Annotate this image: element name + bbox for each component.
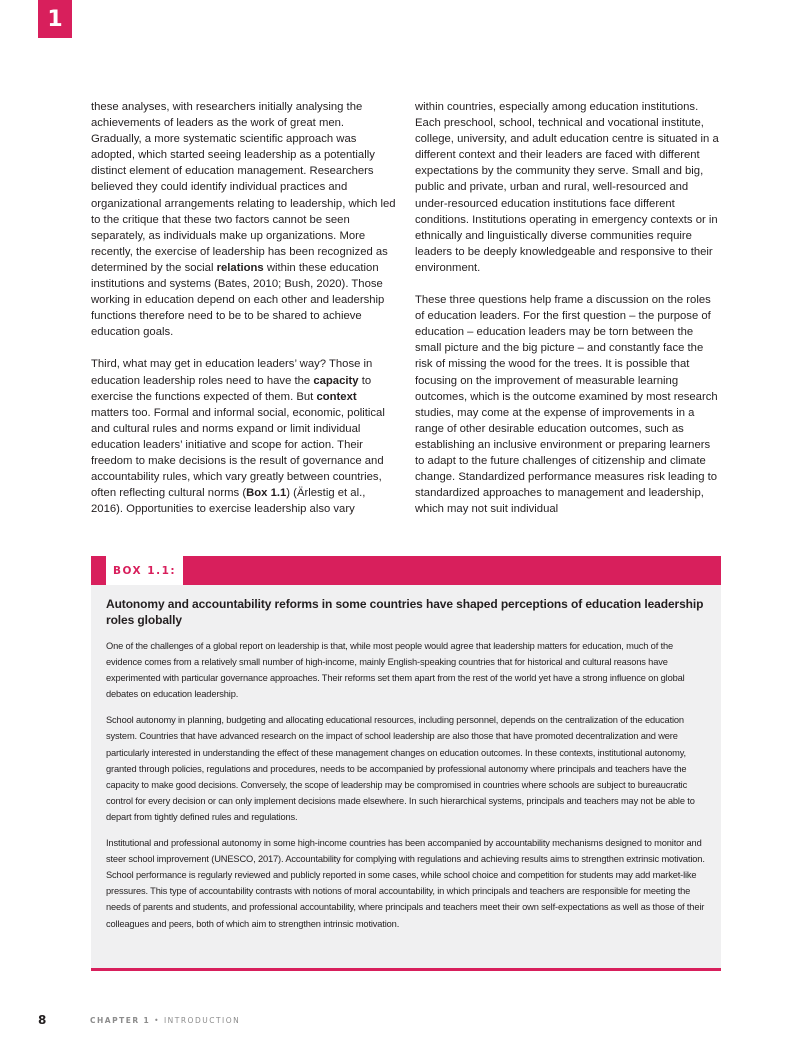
box-paragraph-2: School autonomy in planning, budgeting and allocating educational resources, including personnel, depends on the centralization of the education system. Countries that have advanced research on the impact of school leadership are also those that have promoted decentralization and were particularly interested in understanding the effect of these management changes on education outcomes. In these contexts, institutional autonomy, granted through policies, regulations and procedures, needs to be accompanied by professional autonomy where principals and teachers have the capacity to make good decisions. Conversely, the scope of leadership may be compromised in countries where schools are subject to bureaucratic control for every decision or can only implement decisions made elsewhere. In such hierarchical systems, principals and teachers may not be able to depart from tightly defined rules and regulations. [106, 715, 695, 822]
right-column [415, 99, 721, 533]
right-paragraph-2: These three questions help frame a discussion on the roles of education leaders. For the first question – the purpose of education – education leaders may be torn between the small picture and the big picture – and constantly face the risk of missing the wood for the trees. It is possible that focusing on the improvement of measurable learning outcomes, which is the outcome examined by most research studies, may come at the expense of improvements in a range of other desirable education outcomes, such as establishing an inclusive environment or preparing learners to adapt to the future challenges of citizenship and climate change. Standardized performance measures risk leading to standardized approaches to management and leadership, which may not suit individual [415, 294, 718, 516]
page-number: 8 [38, 1013, 47, 1027]
left-column [91, 99, 397, 533]
box-1-1 [91, 556, 721, 971]
box-content [106, 596, 708, 942]
footer-separator: • [154, 1015, 161, 1025]
text-run: Third, what may get in education leaders’ way? Those in education leadership roles need to have the [91, 358, 373, 387]
page-footer [38, 1013, 240, 1027]
box-paragraph-1: One of the challenges of a global report on leadership is that, while most people would agree that leadership matters for education, much of the evidence comes from a relatively small number of high-income, mainly English-speaking countries that for historical and cultural reasons have experimented with particular governance approaches. Their reforms set them apart from the rest of the world yet have a strong influence on global debates on education leadership. [106, 641, 685, 700]
box-paragraph-3: Institutional and professional autonomy in some high-income countries has been accompanied by accountability mechanisms designed to monitor and steer school improvement (UNESCO, 2017). Accountability for complying with regulations and achieving results aims to strengthen extrinsic motivation. School performance is regularly reviewed and publicly reported in some cases, while school choice and competition for students may add market-like pressures. This type of accountability contrasts with notions of moral accountability, in which principals and teachers are responsible for meeting the needs of parents and students, and professional accountability, where principals and teachers meet their own self-expectations as well as those of their colleagues and peers, both of which aim to strengthen intrinsic motivation. [106, 838, 705, 929]
footer-chapter-label: CHAPTER [90, 1015, 140, 1025]
text-run: these analyses, with researchers initially analysing the achievements of leaders as the work of great men. Gradually, a more systematic scientific approach was adopted, which started seeing leadership as a potentially distinct element of education management. Researchers believed they could identify individual practices and organizational arrangements relating to leadership, which led to the critique that these two factors cannot be seen separately, as individuals make up organizations. More recently, the exercise of leadership has been recognized as determined by the social [91, 101, 396, 274]
box-label: BOX 1.1: [106, 556, 183, 585]
box-title: Autonomy and accountability reforms in some countries have shaped perceptions of education leadership roles globally [106, 597, 704, 627]
running-footer [90, 1016, 240, 1025]
footer-chapter-number: 1 [143, 1015, 151, 1025]
chapter-number-tab: 1 [38, 0, 72, 38]
text-run: within these education institutions and systems (Bates, 2010; Bush, 2020). Those working in education depend on each other and leadership functions therefore need to be to be shared to achieve education goals. [91, 261, 385, 339]
text-run: matters too. Formal and informal social, economic, political and cultural rules and norms expand or limit individual education leaders’ initiative and scope for action. Their freedom to make decisions is the result of governance and accountability rules, which vary greatly between countries, often reflecting cultural norms ( [91, 406, 385, 500]
right-paragraph-1: within countries, especially among education institutions. Each preschool, school, technical and vocational institute, college, university, and adult education centre is situated in a different context and their leaders are faced with different expectations by the community they serve. Small and big, public and private, urban and rural, well-resourced and under-resourced education institutions face different conditions. Institutions operating in emergency contexts or in ethnically and linguistically diverse communities require leaders to be deeply knowledgeable and responsive to their environment. [415, 101, 719, 274]
text-run: to exercise the functions expected of them. But [91, 374, 372, 403]
left-paragraph-2 [91, 356, 397, 517]
box-header-bar [91, 556, 721, 585]
left-paragraph-1 [91, 99, 397, 340]
emphasis-capacity: capacity [313, 374, 359, 387]
box-reference-link[interactable]: Box 1.1 [246, 487, 287, 500]
footer-chapter-title: INTRODUCTION [163, 1015, 241, 1025]
emphasis-relations: relations [216, 261, 264, 274]
text-run: ) (Ärlestig et al., 2016). Opportunities to exercise leadership also vary [91, 487, 366, 516]
emphasis-context: context [316, 390, 357, 403]
